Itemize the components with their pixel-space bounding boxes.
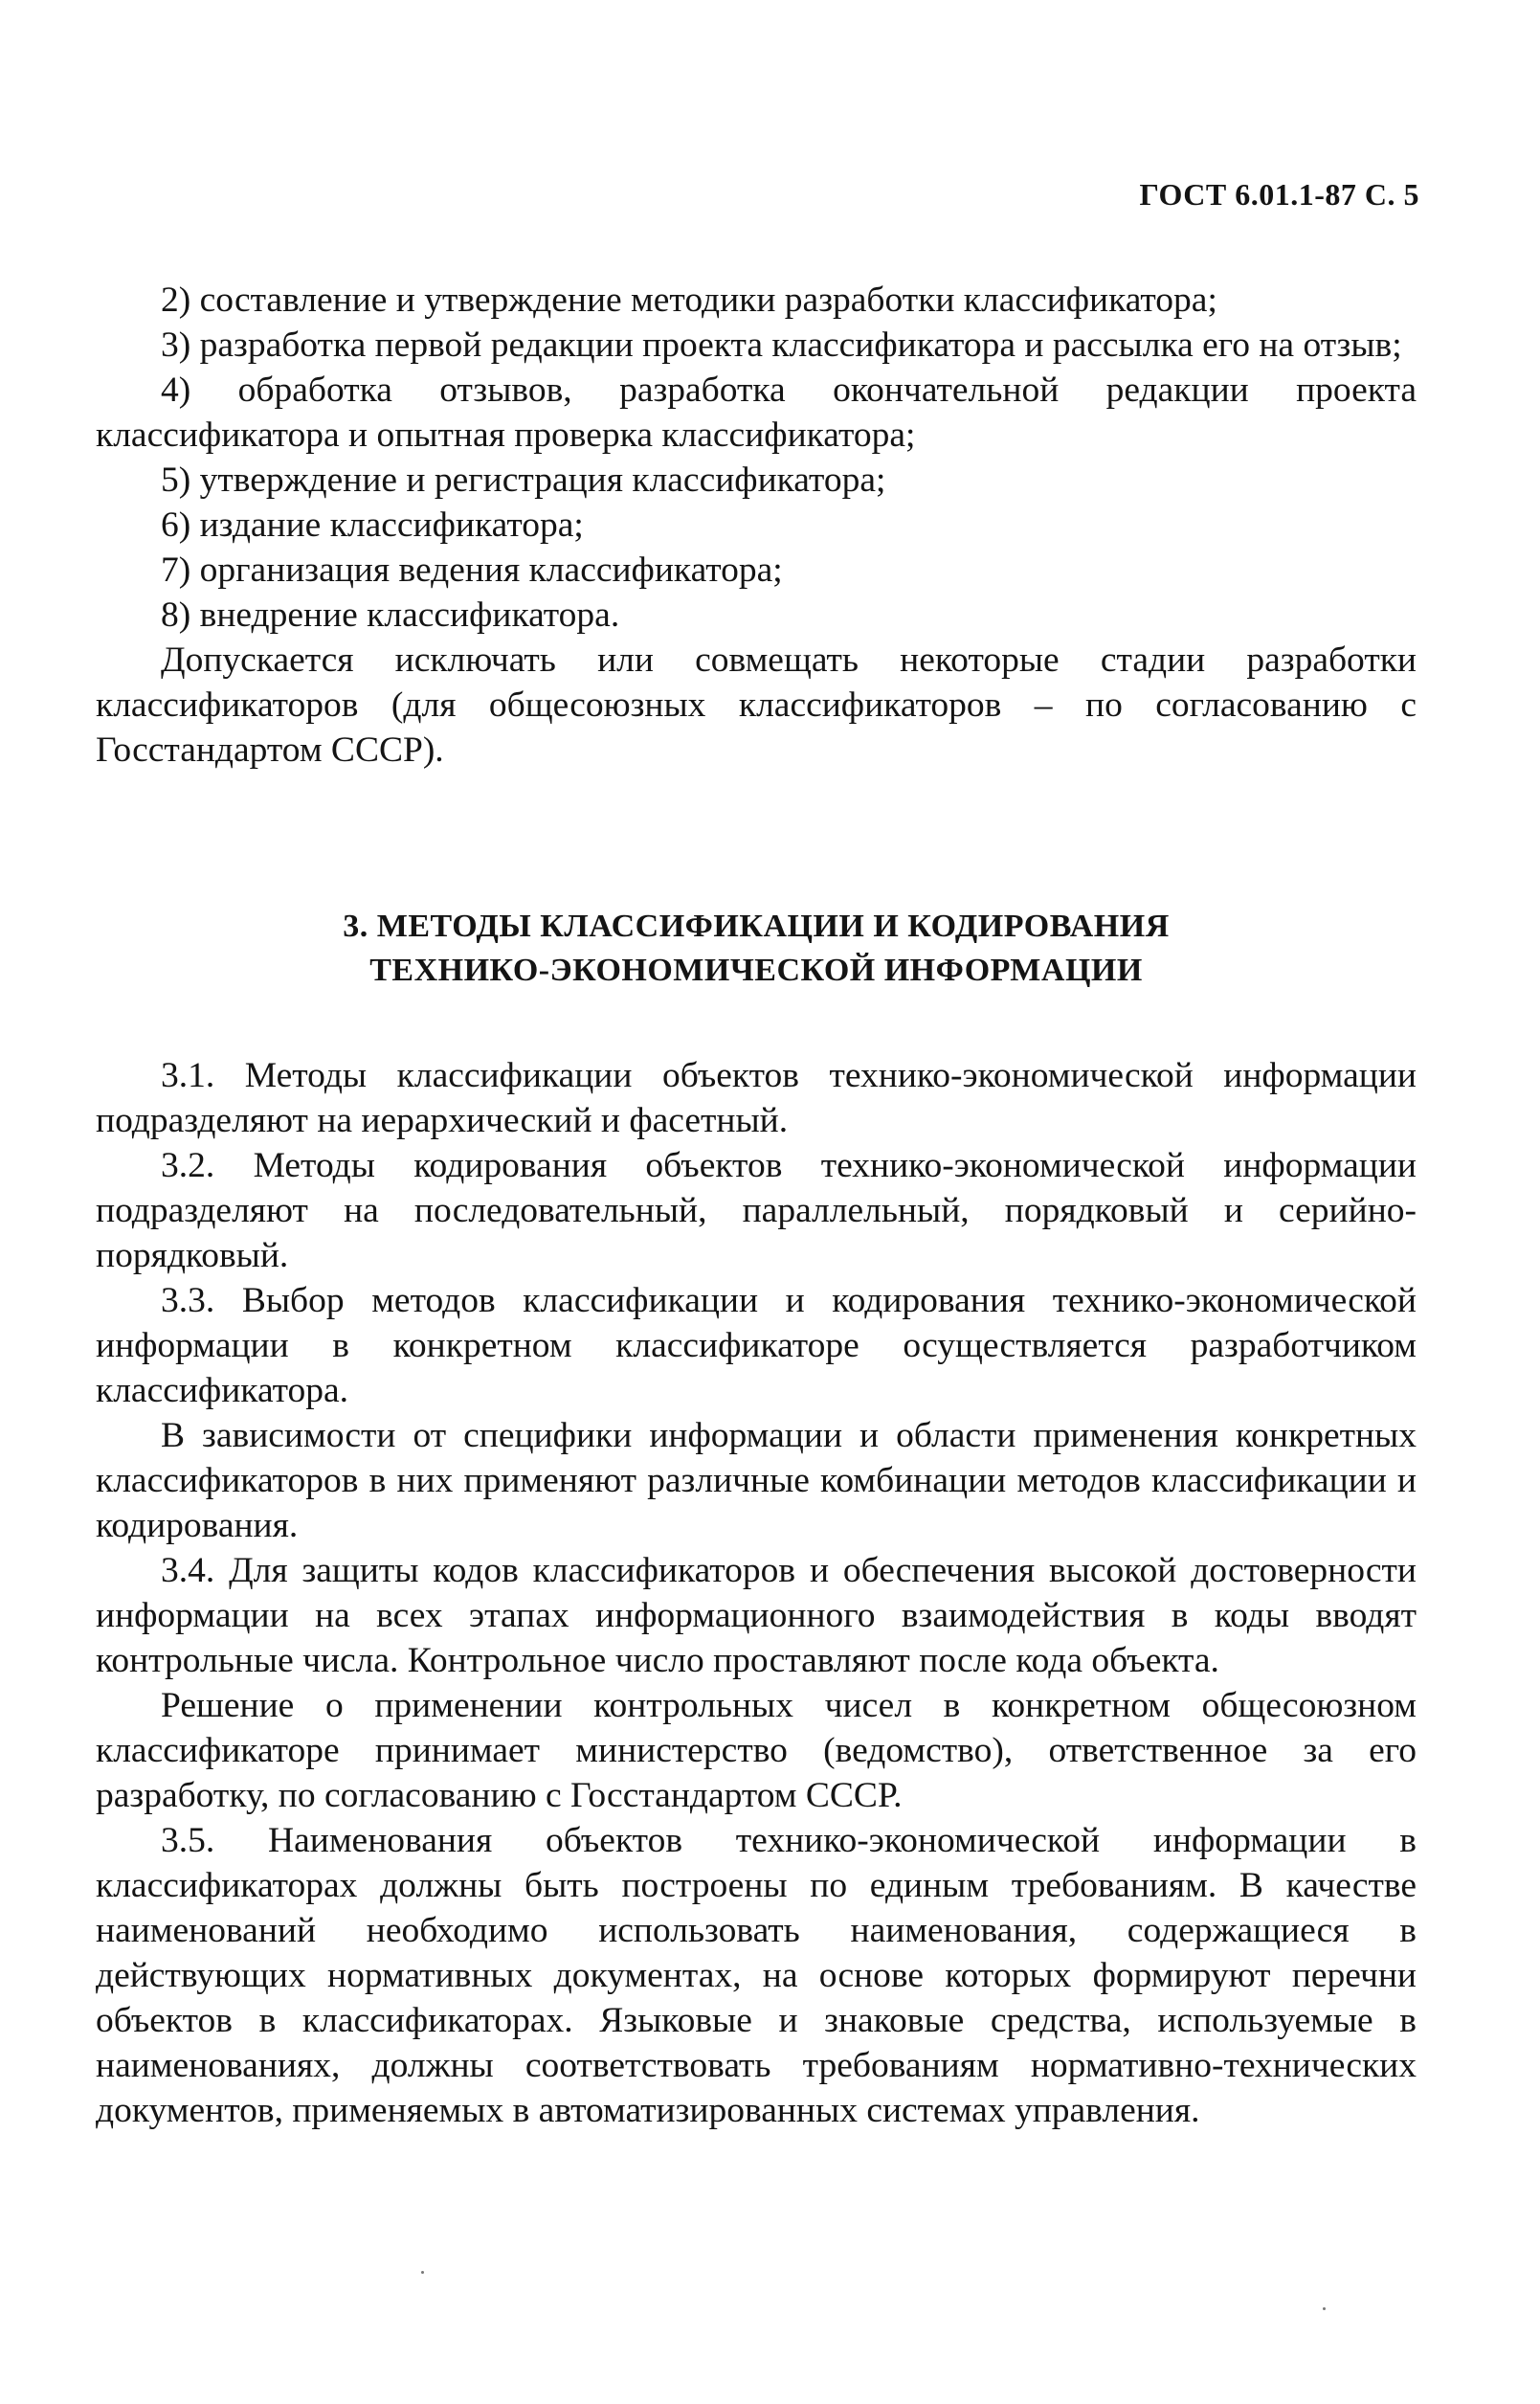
section-heading-line: 3. МЕТОДЫ КЛАССИФИКАЦИИ И КОДИРОВАНИЯ xyxy=(343,909,1170,944)
paragraph: В зависимости от специфики информации и области применения конкретных классификаторов в них применяют различные комбинации методов классификации и кодирования. xyxy=(96,1416,1417,1545)
page-header: ГОСТ 6.01.1-87 С. 5 xyxy=(1139,177,1419,212)
scan-speck xyxy=(421,2271,424,2274)
list-item: 3) разработка первой редакции проекта классификатора и рассылка его на отзыв; xyxy=(161,326,1402,365)
paragraph: 3.2. Методы кодирования объектов технико-экономической информации подразделяют на последовательный, параллельный, порядковый и серийно-порядковый. xyxy=(96,1146,1417,1275)
paragraph: Решение о применении контрольных чисел в конкретном общесоюзном классификаторе принимает министерство (ведомство), ответственное за его разработку, по согласованию с Госстандартом СССР. xyxy=(96,1686,1417,1815)
scan-speck xyxy=(1323,2307,1326,2310)
paragraph: Допускается исключать или совмещать некоторые стадии разработки классификаторов (для общесоюзных классификаторов – по согласованию с Госстандартом СССР). xyxy=(96,640,1417,770)
stages-list xyxy=(96,278,1417,773)
list-item: 6) издание классификатора; xyxy=(161,506,584,545)
paragraph: 3.4. Для защиты кодов классификаторов и обеспечения высокой достоверности информации на всех этапах информационного взаимодействия в коды вводят контрольные числа. Контрольное число проставляют после кода объекта. xyxy=(96,1551,1417,1680)
paragraph: 3.5. Наименования объектов технико-экономической информации в классификаторах должны быть построены по единым требованиям. В качестве наименований необходимо использовать наименования, содержащиеся в действующих нормативных документах, на основе которых формируют перечни объектов в классификаторах. Языковые и знаковые средства, используемые в наименованиях, должны соответствовать требованиям нормативно-технических документов, применяемых в автоматизированных системах управления. xyxy=(96,1821,1417,2130)
paragraph: 3.3. Выбор методов классификации и кодирования технико-экономической информации в конкретном классификаторе осуществляется разработчиком классификатора. xyxy=(96,1281,1417,1410)
section-heading xyxy=(96,905,1417,993)
list-item: 5) утверждение и регистрация классификатора; xyxy=(161,461,886,500)
list-item: 8) внедрение классификатора. xyxy=(161,595,620,635)
list-item: 4) обработка отзывов, разработка окончательной редакции проекта классификатора и опытная проверка классификатора; xyxy=(96,371,1417,455)
section-heading-line: ТЕХНИКО-ЭКОНОМИЧЕСКОЙ ИНФОРМАЦИИ xyxy=(369,953,1143,988)
list-item: 7) организация ведения классификатора; xyxy=(161,550,783,590)
paragraph: 3.1. Методы классификации объектов технико-экономической информации подразделяют на иерархический и фасетный. xyxy=(96,1056,1417,1140)
section-body xyxy=(96,1053,1417,2133)
list-item: 2) составление и утверждение методики разработки классификатора; xyxy=(161,281,1217,320)
